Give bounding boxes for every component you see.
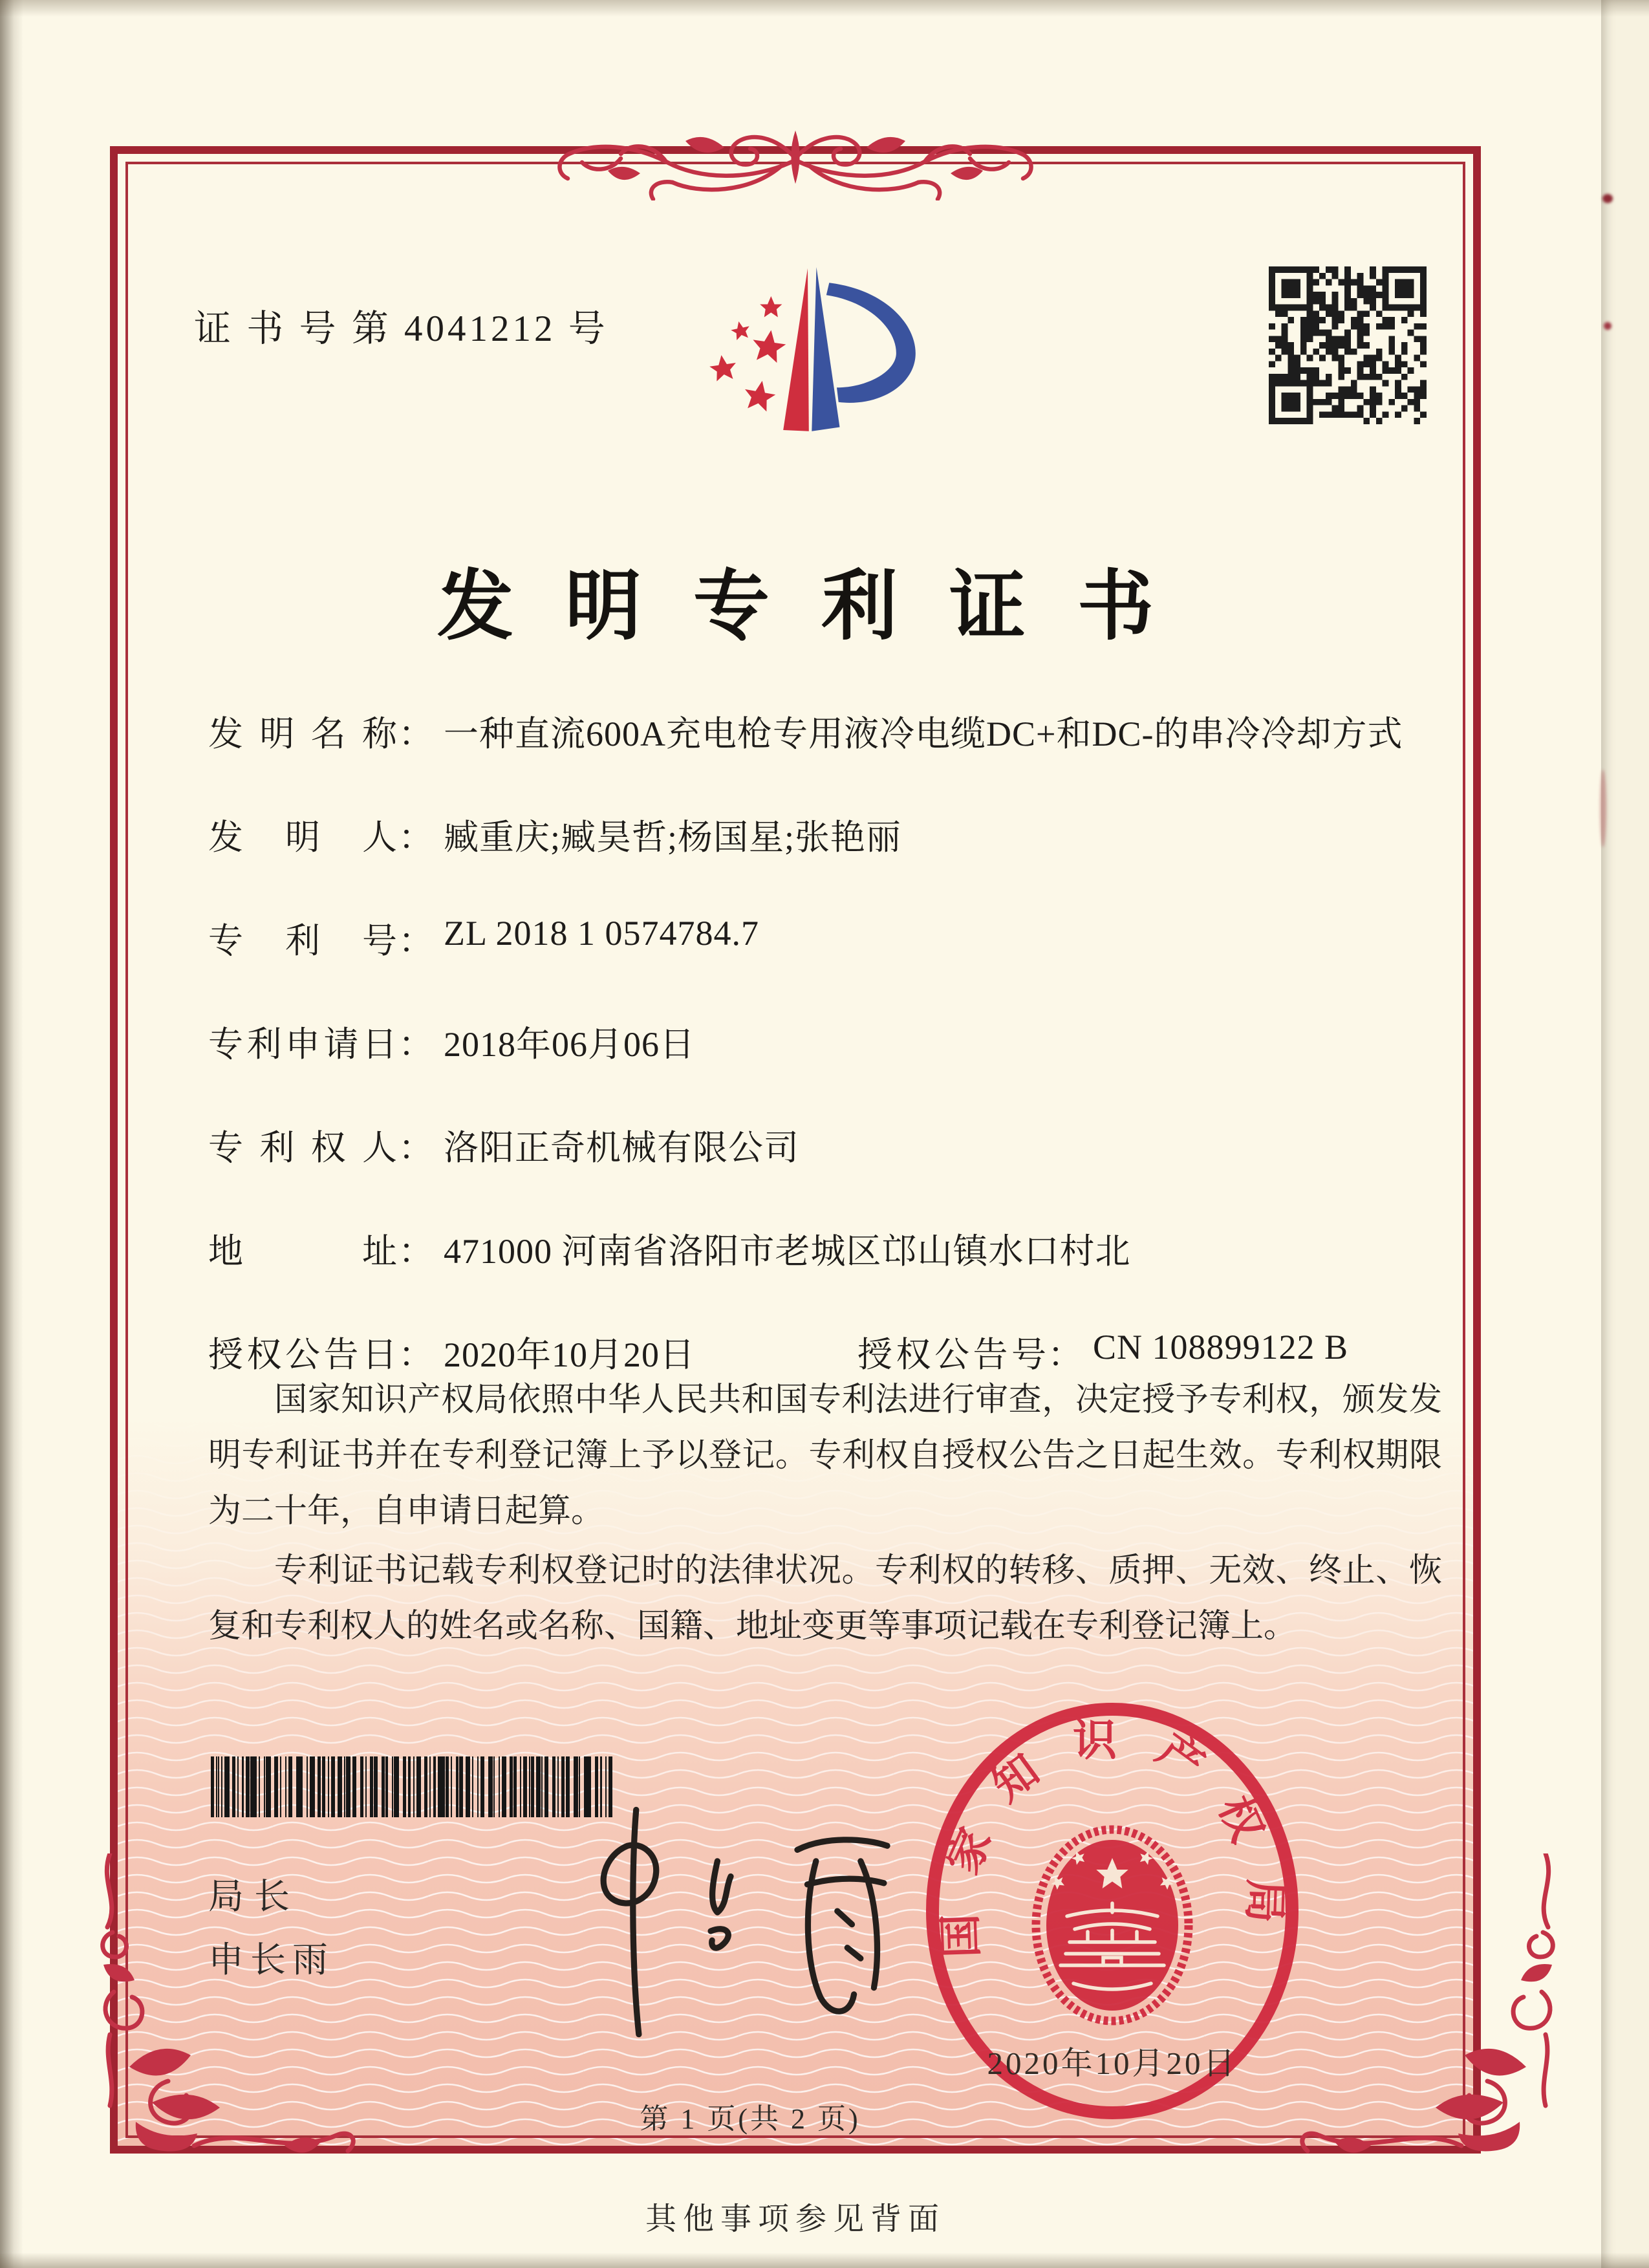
label-colon: ： (1048, 1335, 1083, 1374)
top-flourish-ornament (504, 97, 1086, 200)
seal-text: 国家知识产权局 (934, 1716, 1290, 1959)
paper-edge-right (1601, 0, 1649, 2268)
director-name: 申长雨 (208, 1940, 335, 1980)
back-note: 其他事项参见背面 (645, 2202, 945, 2236)
field-label: 发明人 (208, 818, 397, 857)
certificate-title: 发明专利证书 (436, 565, 1205, 649)
body-paragraph-1: 国家知识产权局依照中华人民共和国专利法进行审查，决定授予专利权，颁发发明专利证书并在专利登记簿上予以登记。专利权自授权公告之日起生效。专利权期限为二十年，自申请日起算。 (208, 1382, 1442, 1529)
field-row-inventors (208, 810, 1445, 857)
label-colon: ： (398, 922, 433, 960)
field-row-grant (208, 1327, 1445, 1374)
field-label: 专利申请日 (208, 1025, 397, 1064)
field-row-patentee (208, 1120, 1445, 1167)
label-colon: ： (398, 818, 433, 857)
cnipa-logo-icon (697, 244, 930, 464)
seal-emblem (1036, 1830, 1189, 2021)
field-value: ZL 2018 1 0574784.7 (444, 914, 759, 953)
field-row-patent-number (208, 913, 1445, 960)
legal-text (208, 1372, 1442, 1654)
label-colon: ： (398, 1232, 433, 1271)
field-label: 授权公告号 (857, 1335, 1046, 1374)
ink-smudge (1602, 194, 1613, 203)
label-colon: ： (398, 1129, 433, 1167)
ink-smudge (1600, 770, 1606, 847)
seal-date: 2020年10月20日 (987, 2046, 1238, 2081)
field-label: 专利号 (208, 922, 397, 960)
paper-edge-top (0, 0, 1649, 17)
field-row-address (208, 1224, 1445, 1271)
field-row-invention-name (208, 706, 1445, 753)
field-value: 2018年06月06日 (444, 1025, 695, 1064)
field-label: 发明名称 (208, 715, 397, 753)
field-label: 地址 (208, 1232, 397, 1271)
director-title: 局长 (208, 1877, 301, 1916)
label-colon: ： (398, 1335, 433, 1374)
field-value: 一种直流600A充电枪专用液冷电缆DC+和DC-的串冷冷却方式 (444, 715, 1403, 753)
paper-edge-left (0, 0, 23, 2268)
field-label: 授权公告日 (208, 1335, 397, 1374)
director-signature (517, 1798, 944, 2064)
ink-smudge (1604, 322, 1611, 330)
page-number: 第 1 页(共 2 页) (640, 2103, 861, 2135)
paper-edge-bottom (0, 2252, 1649, 2268)
label-colon: ： (398, 1025, 433, 1064)
label-colon: ： (398, 715, 433, 753)
field-value: CN 108899122 B (1093, 1328, 1349, 1366)
field-value: 471000 河南省洛阳市老城区邙山镇水口村北 (444, 1232, 1131, 1271)
certificate-number: 证 书 号 第 4041212 号 (194, 308, 609, 349)
body-paragraph-2: 专利证书记载专利权登记时的法律状况。专利权的转移、质押、无效、终止、恢复和专利权人的姓名或名称、国籍、地址变更等事项记载在专利登记簿上。 (208, 1553, 1442, 1645)
field-value: 臧重庆;臧昊哲;杨国星;张艳丽 (444, 818, 902, 857)
field-list (208, 706, 1445, 1431)
qr-code (1269, 266, 1427, 424)
field-value: 洛阳正奇机械有限公司 (444, 1129, 799, 1167)
field-value: 2020年10月20日 (444, 1335, 695, 1374)
field-row-filing-date (208, 1017, 1445, 1064)
field-label: 专利权人 (208, 1129, 397, 1167)
